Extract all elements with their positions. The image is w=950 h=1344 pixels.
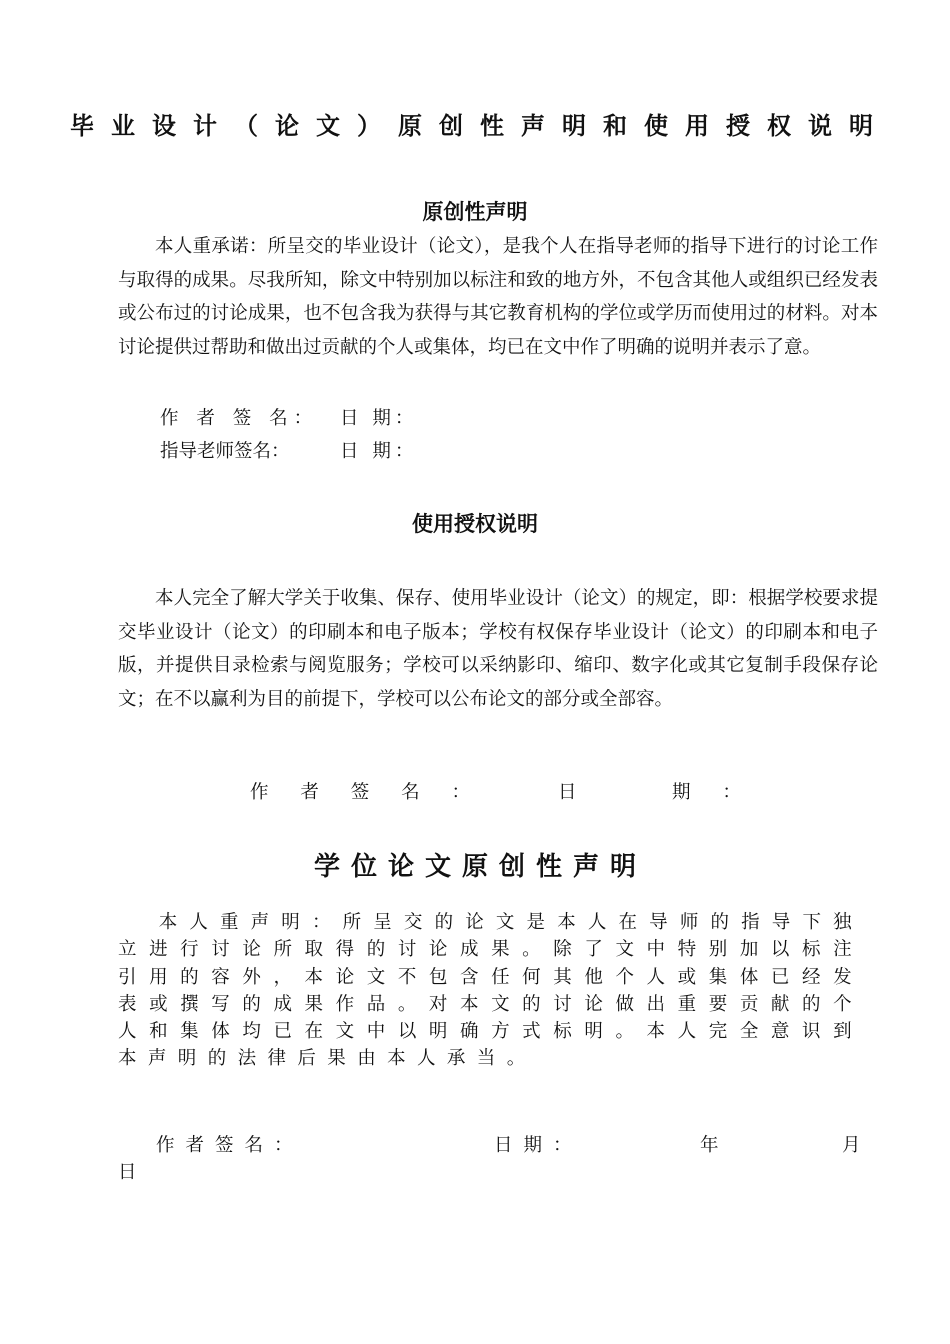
originality-body: 本人重承诺：所呈交的毕业设计（论文），是我个人在指导老师的指导下进行的讨论工作与取得的成果。尽我所知，除文中特别加以标注和致的地方外，不包含其他人或组织已经发表或公布过的讨论成果，也不包含我为获得与其它教育机构的学位或学历而使用过的材料。对本讨论提供过帮助和做出过贡献的个人或集体，均已在文中作了明确的说明并表示了意。 <box>118 236 878 358</box>
author-sign-label: 作 者 签 名 ： <box>250 782 484 803</box>
authorization-title: 使用授权说明 <box>412 512 538 536</box>
degree-thesis-body: 本人重声明：所呈交的论文是本人在导师的指导下独立进行讨论所取得的讨论成果。除了文中特别加以标注引用的容外，本论文不包含任何其他个人或集体已经发表或撰写的成果作品。对本文的讨论做出重要贡献的个人和集体均已在文中以明确方式标明。本人完全意识到本声明的法律后果由本人承当。 <box>118 912 863 1070</box>
date-label: 日 期： <box>340 408 418 429</box>
month-label: 月 <box>842 1135 872 1156</box>
degree-thesis-title: 学位论文原创性声明 <box>313 852 647 882</box>
date-label: 日期： <box>494 1135 583 1156</box>
year-label: 年 <box>700 1135 730 1156</box>
originality-title: 原创性声明 <box>422 200 528 224</box>
authorization-body: 本人完全了解大学关于收集、保存、使用毕业设计（论文）的规定，即：根据学校要求提交毕业设计（论文）的印刷本和电子版本；学校有权保存毕业设计（论文）的印刷本和电子版，并提供目录检索与阅览服务；学校可以采纳影印、缩印、数字化或其它复制手段保存论文；在不以赢利为目的前提下，学校可以公布论文的部分或全部容。 <box>118 588 878 710</box>
advisor-sign-label: 指导老师签名： <box>160 441 290 462</box>
date-label-period: 期 ： <box>672 782 754 803</box>
author-sign-label: 作 者 签 名： <box>160 408 319 429</box>
author-sign-label: 作者签名： <box>156 1135 304 1156</box>
date-label: 日 期： <box>340 441 418 462</box>
date-label-day: 日 <box>558 782 577 803</box>
day-label: 日 <box>118 1162 148 1183</box>
main-title: 毕业设计（论文）原创性声明和使用授权说明 <box>70 111 890 140</box>
